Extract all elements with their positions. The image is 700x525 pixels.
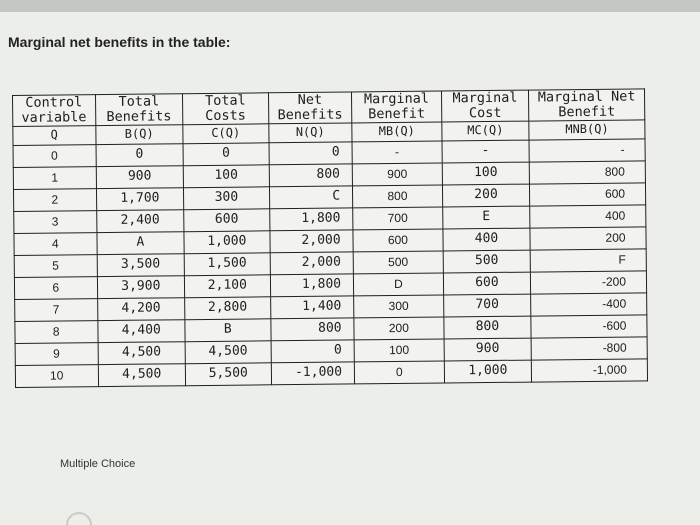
table-cell: 2,100	[184, 274, 270, 297]
table-cell: 4,500	[98, 363, 186, 386]
table-cell: 2,400	[96, 209, 184, 232]
table-cell: 5	[14, 254, 97, 277]
table-cell: 900	[352, 163, 442, 186]
table-cell: 10	[15, 364, 98, 387]
table-cell: 1,000	[184, 230, 270, 253]
table-cell: 5,500	[185, 362, 271, 385]
table-cell: 600	[353, 229, 443, 252]
table-cell: 100	[354, 339, 444, 362]
table-cell: 4,400	[97, 319, 185, 342]
table-cell: 0	[13, 144, 96, 167]
table-cell: D	[353, 273, 443, 296]
table-cell: -1,000	[271, 362, 355, 385]
multiple-choice-label: Multiple Choice	[60, 458, 136, 470]
table-cell: 0	[183, 143, 269, 166]
table-cell: 600	[530, 183, 646, 206]
table-cell: 2	[13, 188, 96, 211]
table-cell: 8	[15, 320, 98, 343]
table-cell: 600	[443, 272, 531, 295]
table-cell: 1,800	[269, 208, 353, 231]
table-cell: E	[442, 206, 530, 229]
table-cell: 200	[442, 184, 530, 207]
table-cell: 600	[184, 208, 270, 231]
symbol-cell: N(Q)	[268, 123, 352, 143]
table-cell: 300	[184, 187, 270, 210]
table-cell: 0	[354, 361, 444, 384]
table-cell: 800	[529, 161, 645, 184]
table-cell: 3,900	[97, 275, 185, 298]
top-strip	[0, 0, 700, 12]
table-cell: 2,800	[185, 296, 271, 319]
table-cell: 500	[353, 251, 443, 274]
table-cell: -	[352, 141, 442, 164]
table-cell: 0	[269, 142, 353, 165]
symbol-cell: C(Q)	[183, 124, 269, 144]
table-cell: 7	[15, 298, 98, 321]
table-cell: 200	[530, 227, 646, 250]
table-cell: 1,800	[270, 274, 354, 297]
table-cell: 4,500	[98, 341, 186, 364]
table-cell: -400	[531, 293, 647, 316]
table-cell: 4	[14, 232, 97, 255]
table-cell: 400	[443, 228, 531, 251]
symbol-cell: MB(Q)	[352, 122, 442, 142]
benefits-table	[12, 88, 648, 387]
table-cell: 1,500	[184, 252, 270, 275]
table-cell: 1,000	[444, 360, 532, 383]
table-cell: F	[530, 249, 646, 272]
table-cell: 700	[443, 294, 531, 317]
table-cell: 0	[96, 143, 184, 166]
table-cell: 200	[354, 317, 444, 340]
table-cell: 4,500	[185, 340, 271, 363]
header-total-costs: Total Costs	[183, 93, 269, 125]
symbol-cell: Q	[13, 125, 96, 145]
table-body	[13, 139, 647, 388]
table-cell: 800	[444, 316, 532, 339]
table-cell: 500	[443, 250, 531, 273]
table-cell: -	[529, 139, 645, 162]
table-cell: 6	[14, 276, 97, 299]
table-cell: 800	[270, 318, 354, 341]
table-cell: -200	[531, 271, 647, 294]
table-cell: 3,500	[97, 253, 185, 276]
symbol-cell: MNB(Q)	[529, 120, 645, 140]
table-cell: 3	[14, 210, 97, 233]
table-cell: 800	[353, 185, 443, 208]
header-net-benefits: Net Benefits	[268, 92, 352, 124]
table-cell: 800	[269, 164, 353, 187]
question-heading: Marginal net benefits in the table:	[8, 34, 231, 50]
header-control-variable: Control variable	[13, 95, 96, 127]
header-total-benefits: Total Benefits	[95, 94, 183, 126]
table-cell: B	[185, 318, 271, 341]
table-cell: 900	[444, 338, 532, 361]
table-cell: 0	[271, 340, 355, 363]
table-cell: 400	[530, 205, 646, 228]
table-cell: 1,700	[96, 187, 184, 210]
header-marginal-benefit: Marginal Benefit	[352, 91, 442, 123]
table-cell: -800	[531, 337, 647, 360]
table-cell: 4,200	[97, 297, 185, 320]
table-cell: 2,000	[270, 252, 354, 275]
table-cell: 1,400	[270, 296, 354, 319]
symbol-cell: MC(Q)	[441, 121, 529, 141]
header-marginal-net-benefit: Marginal Net Benefit	[529, 89, 645, 121]
table-cell: 900	[96, 165, 184, 188]
table-cell: 100	[442, 162, 530, 185]
header-marginal-cost: Marginal Cost	[441, 90, 529, 122]
table-cell: -1,000	[532, 359, 648, 382]
table-cell: -	[442, 140, 530, 163]
table-cell: 100	[183, 165, 269, 188]
table-cell: 300	[354, 295, 444, 318]
symbol-cell: B(Q)	[95, 124, 183, 144]
benefits-table-container	[12, 88, 648, 387]
table-cell: -600	[531, 315, 647, 338]
table-cell: 9	[15, 342, 98, 365]
table-cell: 2,000	[270, 230, 354, 253]
table-cell: A	[96, 231, 184, 254]
table-cell: 1	[13, 166, 96, 189]
table-cell: C	[269, 186, 353, 209]
table-cell: 700	[353, 207, 443, 230]
